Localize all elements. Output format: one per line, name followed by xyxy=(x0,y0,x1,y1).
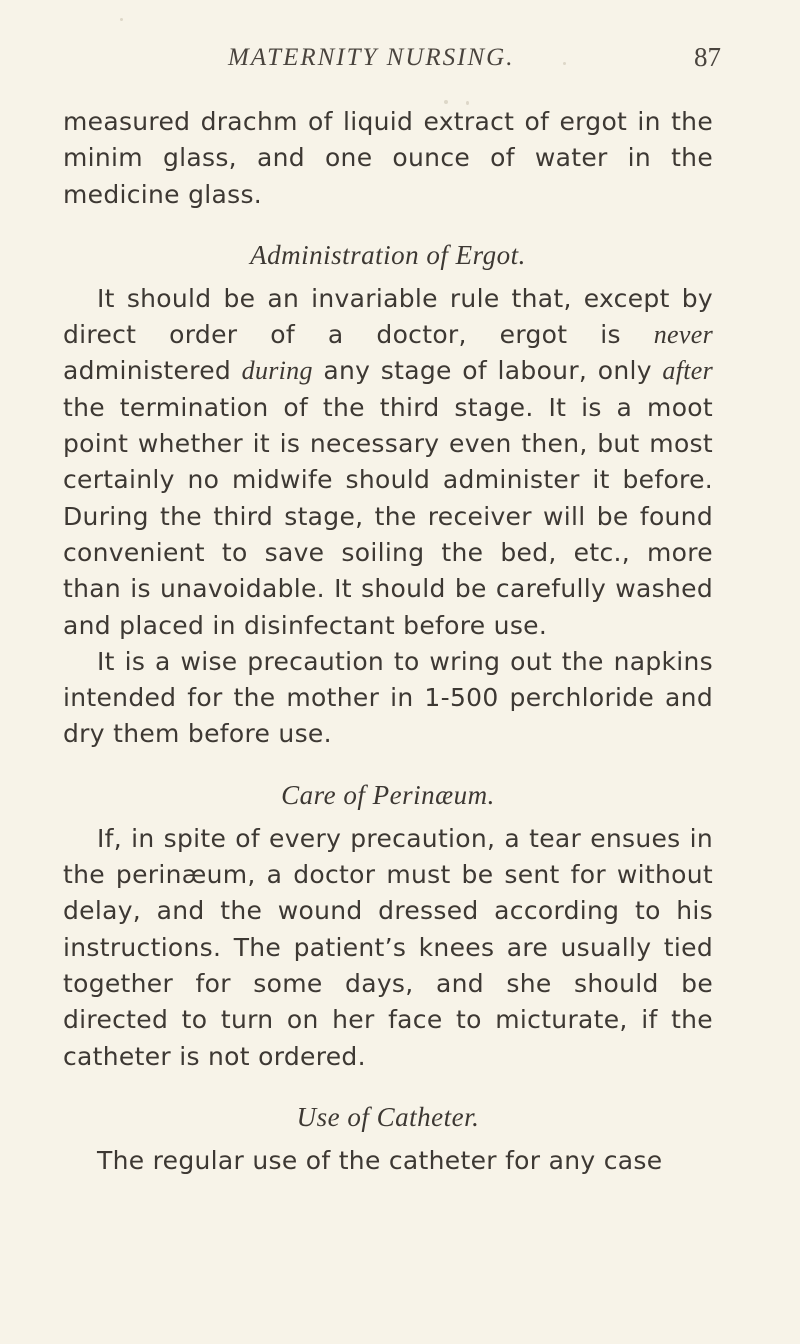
section-heading: Use of Catheter. xyxy=(296,1101,480,1132)
paper-spot xyxy=(120,18,123,21)
paragraph: measured drachm of liquid extract of ergot in the minim glass, and one ounce of water in the medicine glass. xyxy=(63,107,713,209)
paragraph: It is a wise precaution to wring out the napkins intended for the mother in 1-500 perchloride and dry them before use. xyxy=(63,646,713,749)
body-text xyxy=(63,104,713,1179)
emphasis: during xyxy=(241,356,313,386)
paragraph: If, in spite of every precaution, a tear ensues in the perinæum, a doctor must be sent for without delay, and the wound dressed according to his instructions. The patient’s knees are usually tied together for some days, and she should be directed to turn on her face to micturate, if the catheter is not ordered. xyxy=(63,823,713,1071)
section-heading: Administration of Ergot. xyxy=(250,239,526,270)
page-number: 87 xyxy=(694,42,721,72)
section-heading: Care of Perinæum. xyxy=(281,779,495,810)
emphasis: never xyxy=(653,320,713,350)
paper-spot xyxy=(563,62,566,65)
paragraph: The regular use of the catheter for any case xyxy=(97,1145,663,1175)
paragraph: It should be an invariable rule that, except by direct order of a doctor, ergot is never administered during any stage of labour, only after the termination of the third stage. It is a moot point whether it is necessary even then, but most certainly no midwife should administer it before. During the third stage, the receiver will be found convenient to save soiling the bed, etc., more than is unavoidable. It should be carefully washed and placed in disinfectant before use. xyxy=(63,283,713,640)
running-title: MATERNITY NURSING. xyxy=(228,44,515,71)
emphasis: after xyxy=(662,356,713,386)
